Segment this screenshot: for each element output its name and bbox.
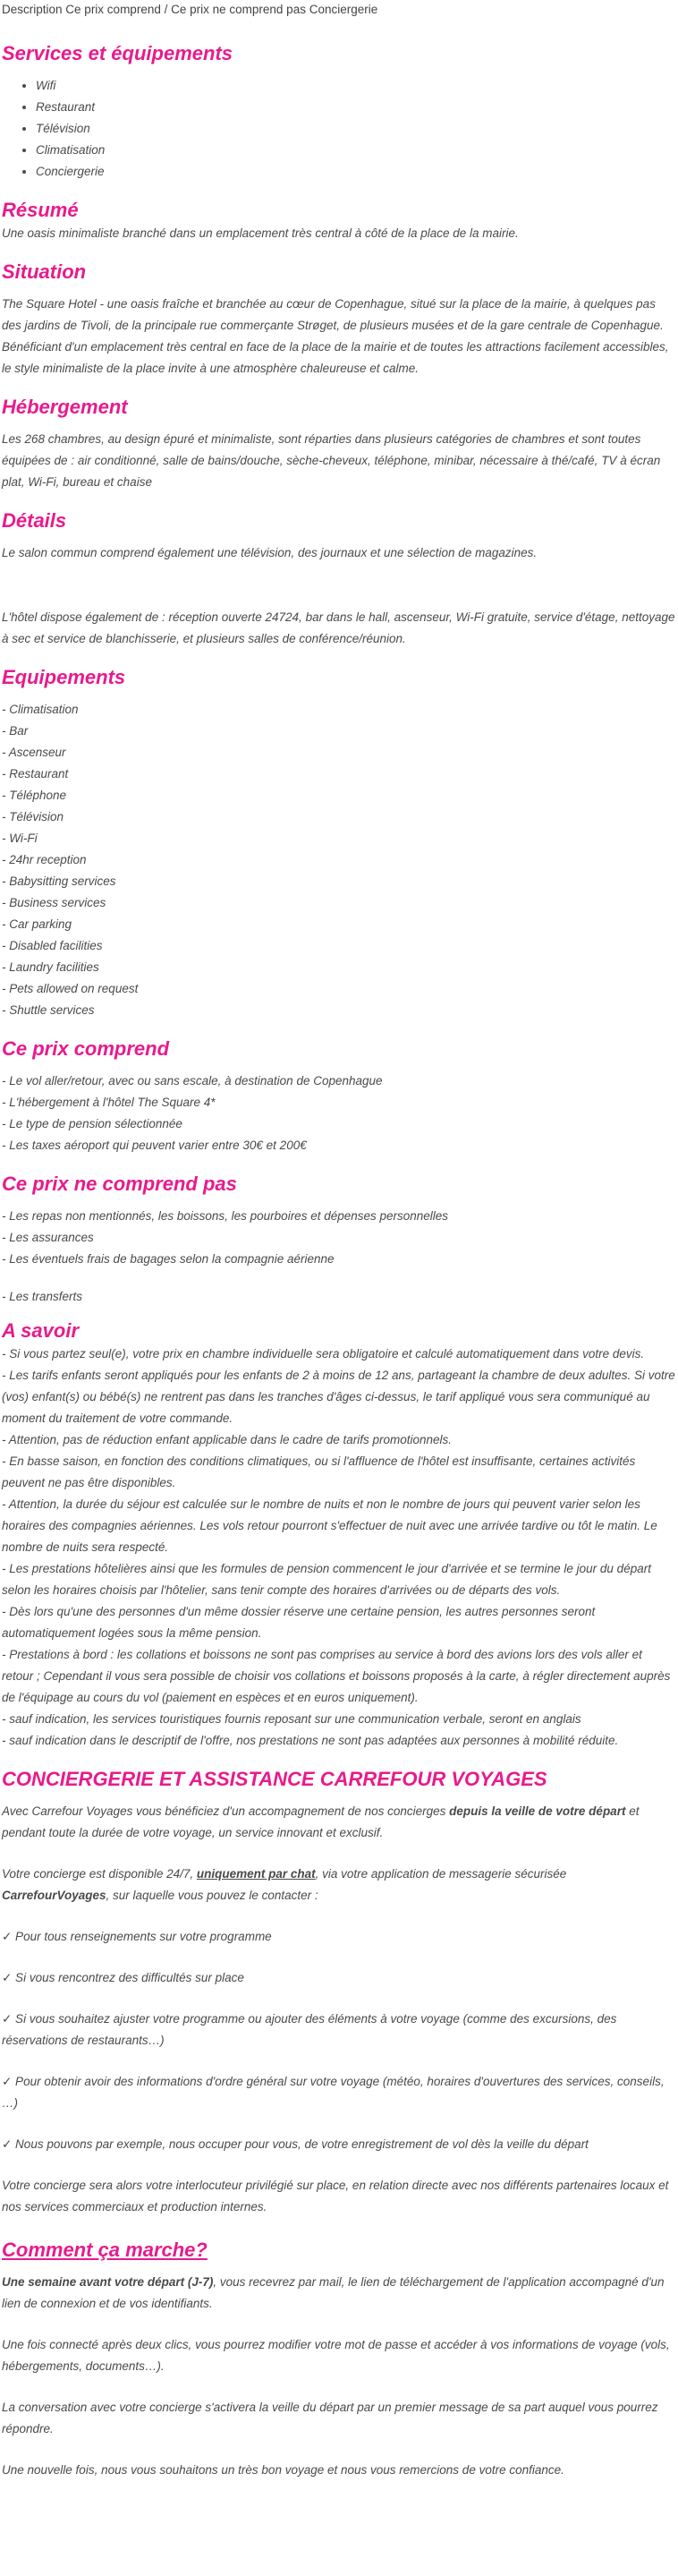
- services-list: [2, 75, 676, 183]
- asavoir-title: A savoir: [2, 1319, 80, 1342]
- necomprend-item: - Les assurances: [2, 1231, 94, 1244]
- tab-excludes[interactable]: Ce prix ne comprend pas: [171, 3, 306, 16]
- equipements-list: [2, 699, 676, 1021]
- necomprend-item: - Les transferts: [2, 1290, 83, 1303]
- conciergerie-intro: Avec Carrefour Voyages vous bénéficiez d'un accompagnement de nos concierges depuis la veille de votre départ et pendant toute la durée de votre voyage, un service innovant et exclusif.: [2, 1804, 640, 1839]
- asavoir-item: - Prestations à bord : les collations et boissons ne sont pas comprises au service à bord des avions lors des vols aller et retour ; Cependant il vous sera possible de choisir vos collations et boissons proposés à la carte, à régler directement auprès de l'équipage au cours du vol (paiement en espèces et en euros uniquement).: [2, 1648, 671, 1704]
- equipement-item: - Ascenseur: [2, 746, 66, 759]
- equipement-item: - Babysitting services: [2, 874, 116, 888]
- equipement-item: - Téléphone: [2, 789, 67, 802]
- check-item: ✓ Pour obtenir avoir des informations d'ordre général sur votre voyage (météo, horaires d'ouvertures des services, conseils, …): [2, 2075, 665, 2110]
- service-item: • Climatisation: [36, 140, 676, 161]
- asavoir-item: - Les prestations hôtelières ainsi que les formules de pension commencent le jour d'arrivée et se termine le jour du départ selon les horaires choisis par l'hôtelier, sans tenir compte des horaires d'arrivées ou de départs des vols.: [2, 1562, 651, 1597]
- details-text-2: L'hôtel dispose également de : réception ouverte 24724, bar dans le hall, ascenseur, Wi-Fi gratuite, service d'étage, nettoyage à sec et service de blanchisserie, et plusieurs salles de conférence/réunion.: [2, 610, 675, 645]
- services-title: Services et équipements: [2, 42, 233, 64]
- comprend-item: - Le vol aller/retour, avec ou sans escale, à destination de Copenhague: [2, 1074, 383, 1088]
- comment-p3: La conversation avec votre concierge s'activera la veille du départ par un premier message de sa part auquel vous pourrez répondre.: [2, 2401, 658, 2435]
- necomprend-title: Ce prix ne comprend pas: [2, 1173, 237, 1195]
- resume-text: Une oasis minimaliste branché dans un emplacement très central à côté de la place de la mairie.: [2, 226, 519, 240]
- comment-p1: Une semaine avant votre départ (J-7), vous recevrez par mail, le lien de téléchargement de l'application accompagné d'un lien de connexion et de vos identifiants.: [2, 2275, 665, 2310]
- comprend-list: [2, 1070, 676, 1156]
- service-item: • Wifi: [36, 75, 676, 97]
- necomprend-list: [2, 1206, 676, 1308]
- equipement-item: - Car parking: [2, 917, 72, 931]
- equipement-item: - Télévision: [2, 810, 64, 823]
- conciergerie-outro: Votre concierge sera alors votre interlocuteur privilégié sur place, en relation directe avec nos différents partenaires locaux et nos services commerciaux et production internes.: [2, 2179, 669, 2213]
- asavoir-item: - En basse saison, en fonction des conditions climatiques, ou si l'affluence de l'hôtel est insuffisante, certaines activités peuvent ne pas être disponibles.: [2, 1454, 636, 1489]
- equipements-title: Equipements: [2, 666, 126, 688]
- comprend-item: - L'hébergement à l'hôtel The Square 4*: [2, 1096, 216, 1109]
- equipement-item: - Business services: [2, 896, 106, 909]
- comprend-item: - Le type de pension sélectionnée: [2, 1117, 182, 1130]
- equipement-item: - Shuttle services: [2, 1003, 95, 1017]
- service-item: • Restaurant: [36, 97, 676, 118]
- service-item: • Télévision: [36, 118, 676, 140]
- chat-link[interactable]: uniquement par chat: [196, 1867, 316, 1881]
- conciergerie-title: CONCIERGERIE ET ASSISTANCE CARREFOUR VOYAGES: [2, 1768, 547, 1790]
- necomprend-item: - Les éventuels frais de bagages selon la compagnie aérienne: [2, 1252, 335, 1266]
- check-item: ✓ Si vous souhaitez ajuster votre programme ou ajouter des éléments à votre voyage (comme des excursions, des réservations de restaurants…): [2, 2012, 617, 2047]
- check-item: ✓ Pour tous renseignements sur votre programme: [2, 1930, 272, 1943]
- asavoir-item: - sauf indication dans le descriptif de l'offre, nos prestations ne sont pas adaptées aux personnes à mobilité réduite.: [2, 1734, 619, 1747]
- equipement-item: - Restaurant: [2, 767, 69, 780]
- asavoir-item: - Les tarifs enfants seront appliqués pour les enfants de 2 à moins de 12 ans, partageant la chambre de deux adultes. Si votre (vos) enfant(s) ou bébé(s) ne rentrent pas dans les tranches d'âges ci-dessus, le tarif appliqué vous sera communiqué au moment du traitement de votre commande.: [2, 1369, 675, 1425]
- tab-concierge[interactable]: Conciergerie: [309, 3, 378, 16]
- comment-p2: Une fois connecté après deux clics, vous pourrez modifier votre mot de passe et accéder à vos informations de voyage (vols, hébergements, documents…).: [2, 2338, 670, 2373]
- equipement-item: - 24hr reception: [2, 853, 87, 866]
- resume-title: Résumé: [2, 199, 79, 221]
- conciergerie-contact: Votre concierge est disponible 24/7, uniquement par chat, via votre application de messagerie sécurisée CarrefourVoyages, sur laquelle vous pouvez le contacter :: [2, 1867, 567, 1902]
- asavoir-item: - Si vous partez seul(e), votre prix en chambre individuelle sera obligatoire et calculé automatiquement dans votre devis.: [2, 1347, 645, 1361]
- equipement-item: - Disabled facilities: [2, 939, 103, 952]
- equipement-item: - Climatisation: [2, 703, 79, 716]
- comment-p4: Une nouvelle fois, nous vous souhaitons un très bon voyage et nous vous remercions de votre confiance.: [2, 2463, 564, 2477]
- situation-text: The Square Hotel - une oasis fraîche et branchée au cœur de Copenhague, situé sur la place de la mairie, à quelques pas des jardins de Tivoli, de la principale rue commerçante Strøget, de plusieurs musées et de la gare centrale de Copenhague. Bénéficiant d'un emplacement très central en face de la place de la mairie et de toutes les attractions facilement accessibles, le style minimaliste de la place invite à une atmosphère chaleureuse et calme.: [2, 297, 669, 375]
- asavoir-item: - sauf indication, les services touristiques fournis reposant sur une communication verbale, seront en anglais: [2, 1712, 581, 1726]
- details-title: Détails: [2, 509, 67, 532]
- necomprend-item: - Les repas non mentionnés, les boissons, les pourboires et dépenses personnelles: [2, 1209, 449, 1223]
- asavoir-item: - Dès lors qu'une des personnes d'un même dossier réserve une certaine pension, les autres personnes seront automatiquement logées sous la même pension.: [2, 1605, 596, 1640]
- comment-title: Comment ça marche?: [2, 2239, 208, 2261]
- comprend-item: - Les taxes aéroport qui peuvent varier entre 30€ et 200€: [2, 1139, 307, 1152]
- tab-separator: /: [164, 3, 172, 16]
- check-item: ✓ Nous pouvons par exemple, nous occuper pour vous, de votre enregistrement de vol dès la veille du départ: [2, 2137, 589, 2151]
- equipement-item: - Wi-Fi: [2, 832, 38, 845]
- service-item: • Conciergerie: [36, 161, 676, 183]
- equipement-item: - Pets allowed on request: [2, 982, 139, 995]
- equipement-item: - Bar: [2, 724, 29, 738]
- tab-includes[interactable]: Ce prix comprend: [65, 3, 161, 16]
- hebergement-title: Hébergement: [2, 396, 128, 418]
- comprend-title: Ce prix comprend: [2, 1037, 170, 1060]
- details-text-1: Le salon commun comprend également une télévision, des journaux et une sélection de magazines.: [2, 546, 538, 559]
- tab-bar: [2, 0, 676, 23]
- equipement-item: - Laundry facilities: [2, 960, 99, 974]
- tab-description[interactable]: Description: [2, 3, 63, 16]
- situation-title: Situation: [2, 260, 87, 283]
- asavoir-item: - Attention, pas de réduction enfant applicable dans le cadre de tarifs promotionnels.: [2, 1433, 453, 1446]
- check-item: ✓ Si vous rencontrez des difficultés sur place: [2, 1971, 244, 1984]
- hebergement-text: Les 268 chambres, au design épuré et minimaliste, sont réparties dans plusieurs catégories de chambres et sont toutes équipées de : air conditionné, salle de bains/douche, sèche-cheveux, téléphone, minibar, nécessaire à thé/café, TV à écran plat, Wi-Fi, bureau et chaise: [2, 432, 661, 489]
- asavoir-list: [2, 1343, 676, 1752]
- asavoir-item: - Attention, la durée du séjour est calculée sur le nombre de nuits et non le nombre de jours qui peuvent varier selon les horaires des compagnies aériennes. Les vols retour pourront s'effectuer de nuit avec une arrivée tardive ou tôt le matin. Le nombre de nuits sera respecté.: [2, 1497, 657, 1554]
